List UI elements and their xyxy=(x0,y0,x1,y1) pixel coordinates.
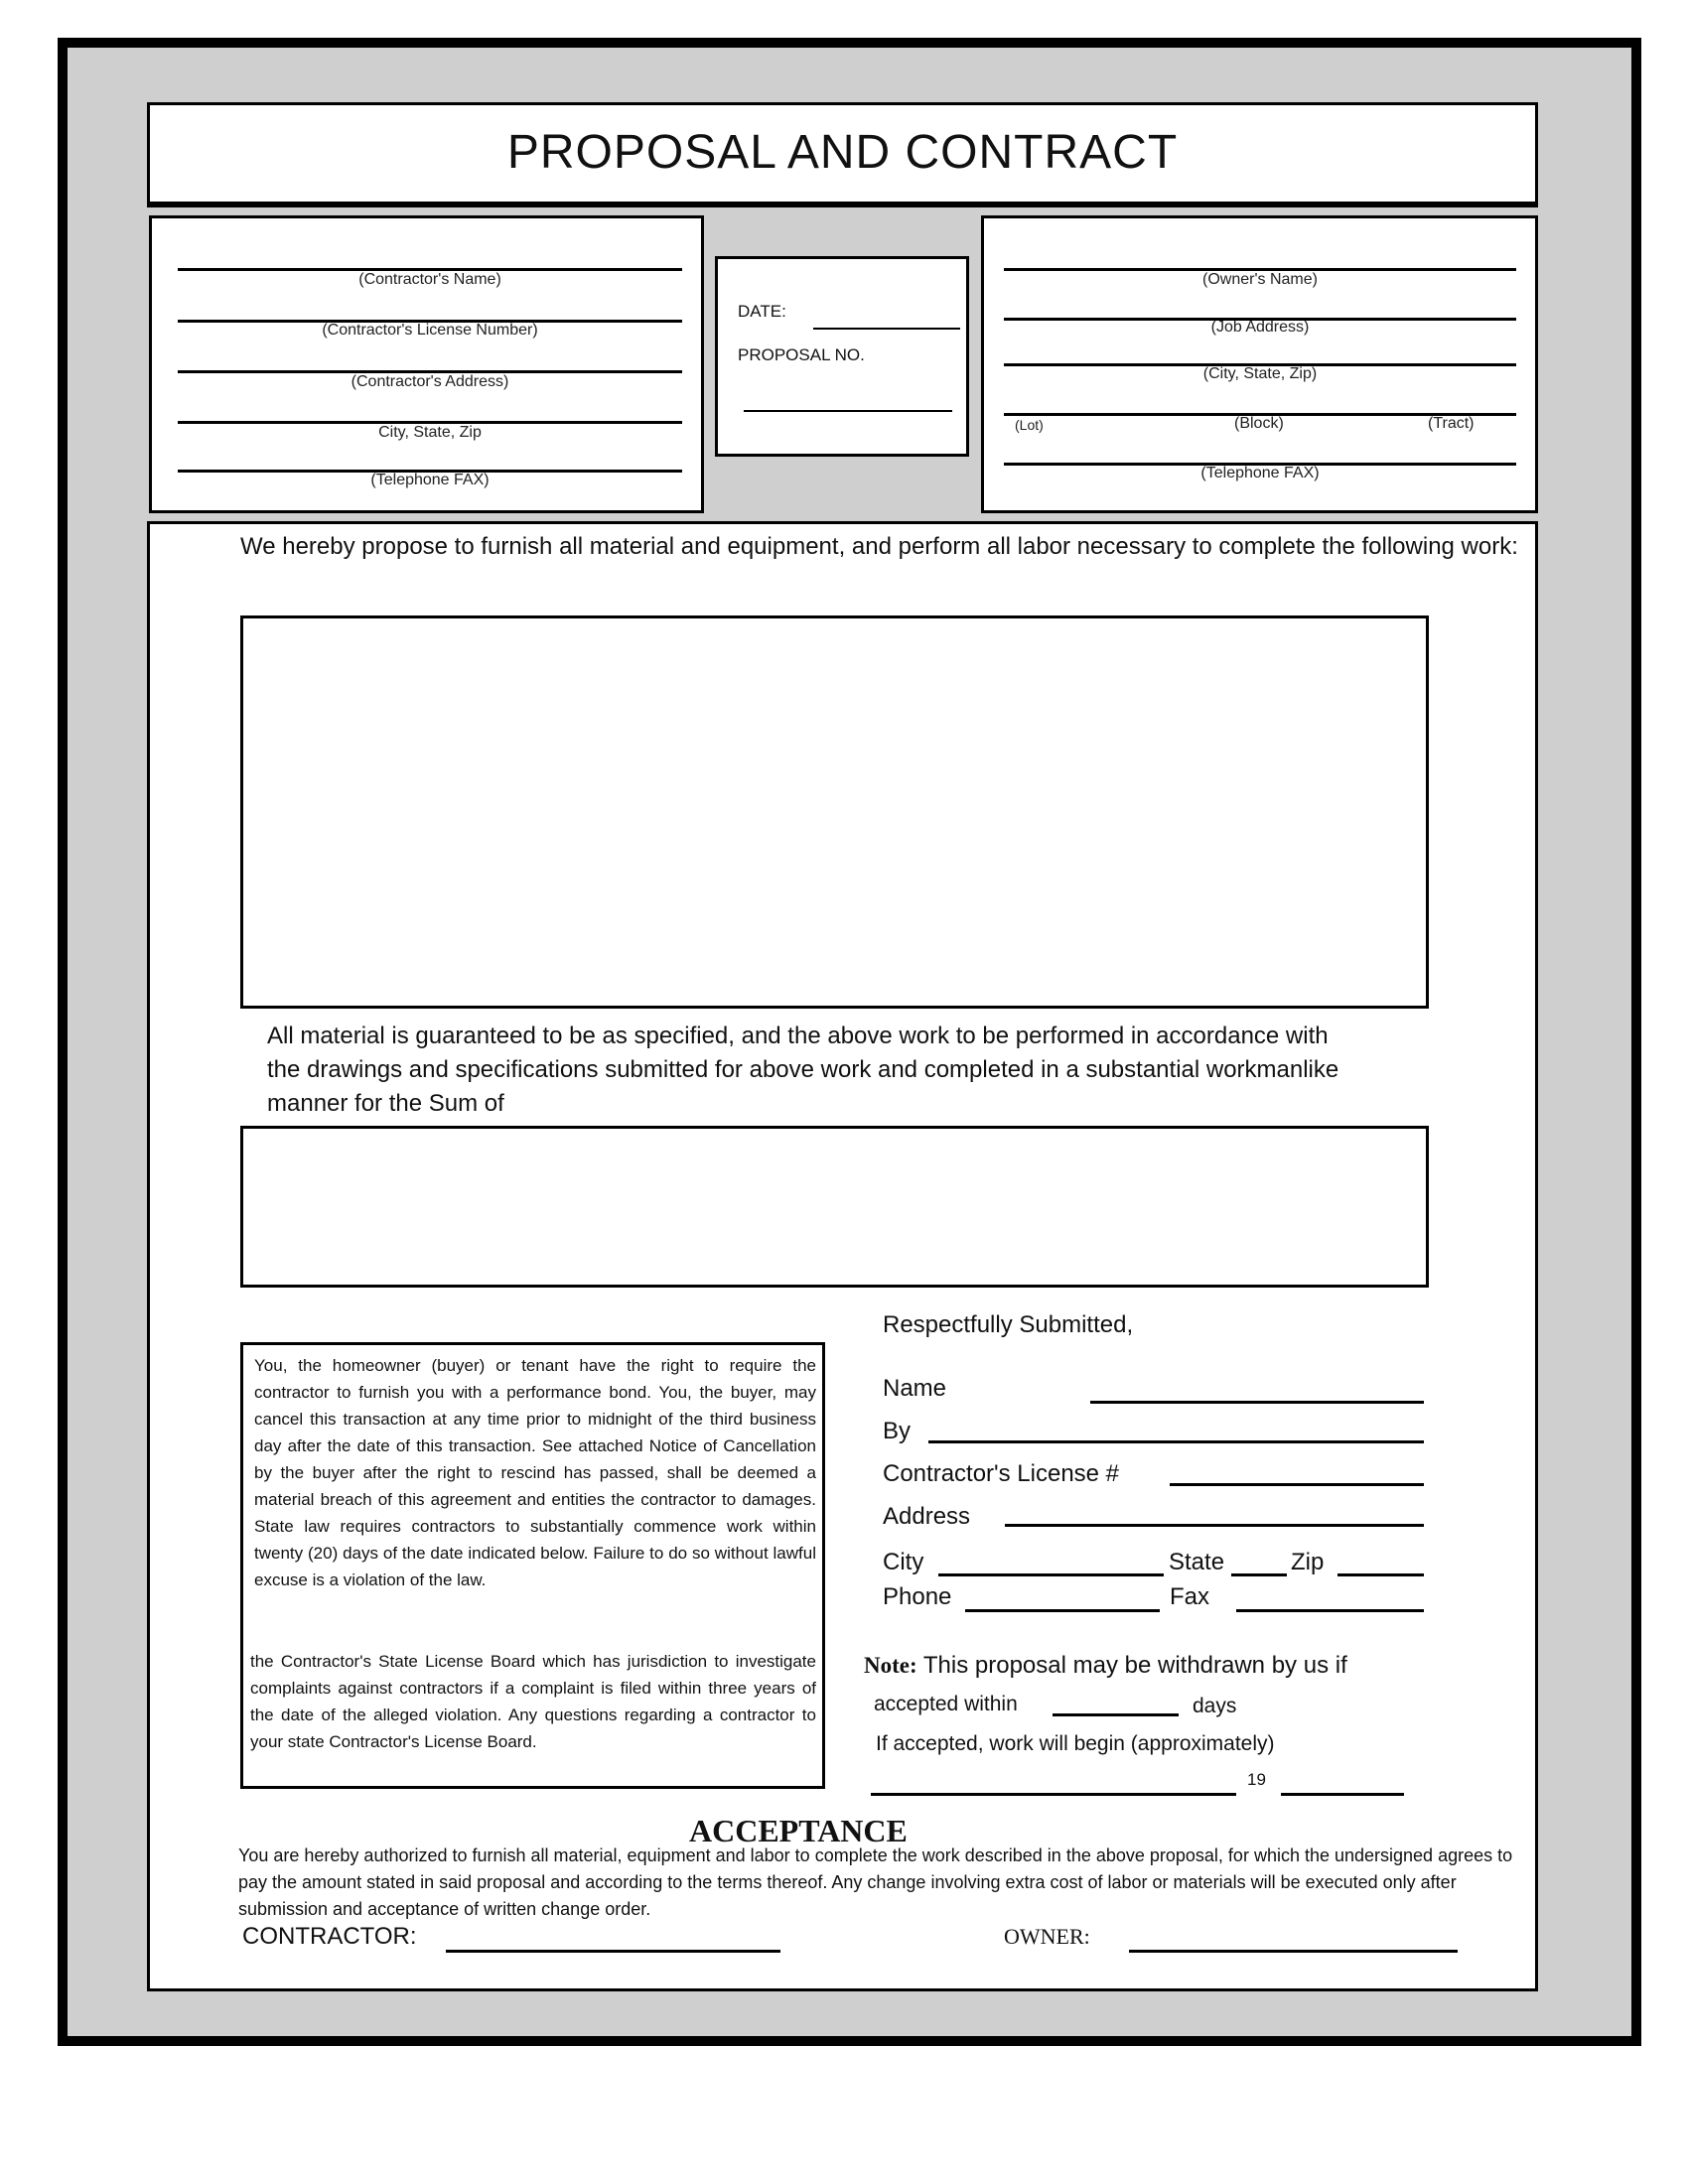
name-label: Name xyxy=(883,1375,947,1402)
by-line[interactable] xyxy=(928,1440,1424,1443)
note-prefix: Note: xyxy=(864,1653,917,1678)
owner-name-caption: (Owner's Name) xyxy=(1202,271,1318,288)
job-address-caption: (Job Address) xyxy=(1210,319,1310,336)
fax-label: Fax xyxy=(1170,1583,1210,1610)
proposal-number-line[interactable] xyxy=(744,410,952,412)
work-begin-label: If accepted, work will begin (approximately) xyxy=(876,1732,1275,1755)
contractor-address-caption: (Contractor's Address) xyxy=(351,373,509,390)
zip-label: Zip xyxy=(1291,1549,1325,1575)
contractor-license-caption: (Contractor's License Number) xyxy=(322,322,538,339)
note-line xyxy=(864,1652,1347,1680)
owner-signature-label: OWNER: xyxy=(1004,1924,1090,1949)
work-begin-line[interactable] xyxy=(871,1793,1236,1796)
accepted-days-line[interactable] xyxy=(1053,1713,1179,1716)
sum-box[interactable] xyxy=(240,1126,1429,1288)
year-line[interactable] xyxy=(1281,1793,1404,1796)
notice-paragraph-2: the Contractor's State License Board which has jurisdiction to investigate complaints against contractors if a complaint is filed within three years of the date of the alleged violation. Any questions regarding a contractor to your state Contractor's License Board. xyxy=(250,1652,816,1751)
zip-line[interactable] xyxy=(1337,1573,1424,1576)
contractor-signature-line[interactable] xyxy=(446,1950,780,1953)
days-label: days xyxy=(1193,1695,1237,1717)
year-prefix: 19 xyxy=(1247,1770,1266,1789)
note-text: This proposal may be withdrawn by us if xyxy=(922,1652,1347,1679)
block-caption: (Block) xyxy=(1234,415,1284,432)
phone-label: Phone xyxy=(883,1583,952,1610)
state-line[interactable] xyxy=(1231,1573,1287,1576)
contractor-signature-label: CONTRACTOR: xyxy=(242,1923,417,1950)
address-line[interactable] xyxy=(1005,1524,1424,1527)
phone-line[interactable] xyxy=(965,1609,1160,1612)
page-title: PROPOSAL AND CONTRACT xyxy=(506,126,1179,179)
date-label: DATE: xyxy=(738,302,786,321)
owner-phone-caption: (Telephone FAX) xyxy=(1200,465,1320,481)
name-line[interactable] xyxy=(1090,1401,1424,1404)
acceptance-heading: ACCEPTANCE xyxy=(689,1813,908,1848)
acceptance-text: You are hereby authorized to furnish all material, equipment and labor to complete the work described in the above proposal, for which the undersigned agrees to pay the amount stated in said proposal and according to the terms thereof. Any change involving extra cost of labor or materials will be executed only after submission and acceptance of written change order. xyxy=(238,1845,1513,1919)
state-label: State xyxy=(1169,1549,1225,1575)
city-line[interactable] xyxy=(938,1573,1164,1576)
title-divider xyxy=(147,205,1538,207)
accepted-within-label: accepted within xyxy=(874,1693,1018,1715)
city-label: City xyxy=(883,1549,924,1575)
title-panel xyxy=(147,102,1538,205)
submitted-heading: Respectfully Submitted, xyxy=(883,1311,1134,1338)
proposal-number-label: PROPOSAL NO. xyxy=(738,345,865,364)
work-description-box[interactable] xyxy=(240,615,1429,1009)
contractor-city-caption: City, State, Zip xyxy=(378,424,482,441)
contractor-license-label: Contractor's License # xyxy=(883,1460,1120,1487)
contractor-license-line-2[interactable] xyxy=(1170,1483,1424,1486)
address-label: Address xyxy=(883,1503,971,1530)
contractor-name-caption: (Contractor's Name) xyxy=(358,271,501,288)
owner-city-caption: (City, State, Zip) xyxy=(1202,365,1318,382)
date-line[interactable] xyxy=(813,328,960,330)
tract-caption: (Tract) xyxy=(1428,415,1475,432)
proposal-text: We hereby propose to furnish all material and equipment, and perform all labor necessary to complete the following work: xyxy=(240,533,1518,560)
notice-paragraph-1: You, the homeowner (buyer) or tenant have the right to require the contractor to furnish you with a performance bond. You, the buyer, may cancel this transaction at any time prior to midnight of the third business day after the date of this transaction. See attached Notice of Cancellation by the buyer after the right to rescind has passed, shall be deemed a material breach of this agreement and entities the contractor to damages. State law requires contractors to substantially commence work within twenty (20) days of the date indicated below. Failure to do so without lawful excuse is a violation of the law. xyxy=(254,1356,816,1589)
by-label: By xyxy=(883,1418,912,1444)
lot-caption: (Lot) xyxy=(1015,417,1044,433)
guarantee-text: All material is guaranteed to be as specified, and the above work to be performed in accordance with the drawings and specifications submitted for above work and completed in a substantial workmanlike manner for the Sum of xyxy=(267,1023,1339,1117)
contractor-phone-caption: (Telephone FAX) xyxy=(370,472,490,488)
fax-line[interactable] xyxy=(1236,1609,1424,1612)
owner-signature-line[interactable] xyxy=(1129,1950,1458,1953)
contractor-info-panel xyxy=(149,215,704,513)
